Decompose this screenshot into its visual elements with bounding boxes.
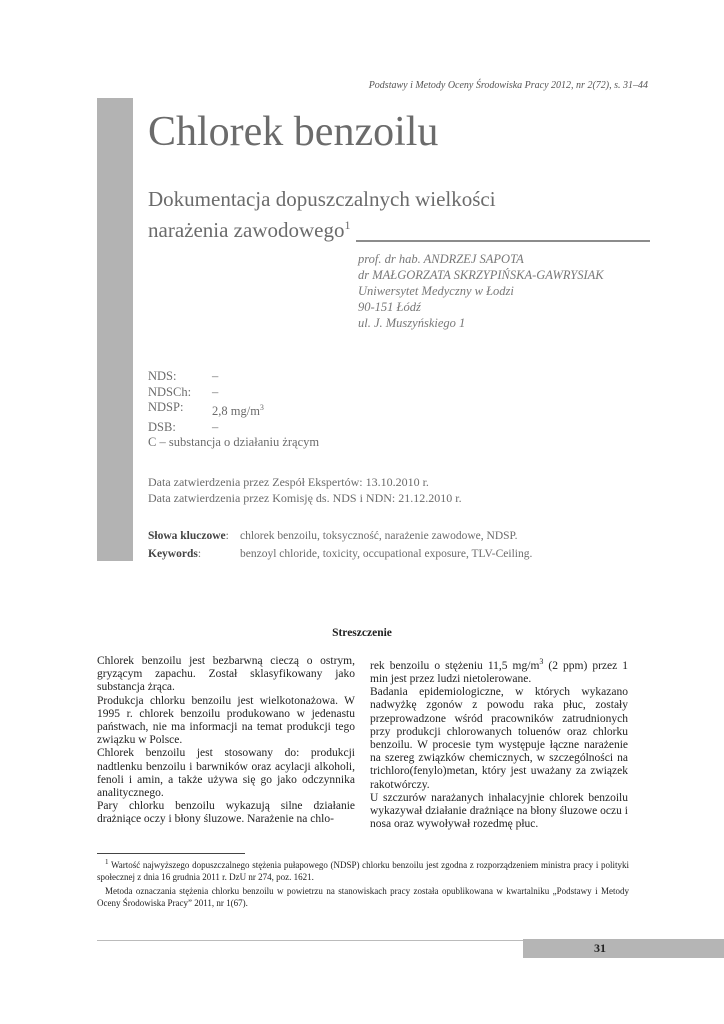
keywords-pl-text: chlorek benzoilu, toksyczność, narażenie zawodowe, NDSP. bbox=[240, 530, 518, 542]
keywords-en-label: Keywords bbox=[148, 548, 198, 560]
author-block bbox=[358, 251, 604, 331]
footnote-2: Metoda oznaczania stężenia chlorku benzoilu w powietrzu na stanowiskach pracy została opublikowana w kwartalniku „Podstawy i Metody Oceny Środowiska Pracy” 2011, nr 1(67). bbox=[97, 886, 629, 908]
approval-dates bbox=[148, 474, 462, 506]
abstract-paragraph: Chlorek benzoilu jest bezbarwną cieczą o ostrym, gryzącym zapachu. Został sklasyfikowany jako substancja żrąca. bbox=[97, 655, 355, 694]
abstract-column-left bbox=[97, 655, 355, 827]
commission-approval-date: Data zatwierdzenia przez Komisję ds. NDS i NDN: 21.12.2010 r. bbox=[148, 491, 462, 505]
affiliation: Uniwersytet Medyczny w Łodzi bbox=[358, 284, 514, 298]
abstract-paragraph: U szczurów narażanych inhalacyjnie chlorek benzoilu wykazywał działanie drażniące na błony śluzowe oczu i nosa oraz wywoływał rozedmę płuc. bbox=[370, 791, 628, 831]
abstract-paragraph: Chlorek benzoilu jest stosowany do: produkcji nadtlenku benzoilu i barwników oraz acylacji alkoholi, fenoli i amin, a także używa się go jako odczynnika analitycznego. bbox=[97, 747, 355, 800]
author-2: dr MAŁGORZATA SKRZYPIŃSKA-GAWRYSIAK bbox=[358, 268, 604, 282]
limit-row-ndsp bbox=[148, 400, 319, 420]
limit-value: – bbox=[212, 384, 219, 399]
limit-value: – bbox=[212, 369, 219, 383]
keywords-en-row: Keywords: benzoyl chloride, toxicity, occupational exposure, TLV-Ceiling. bbox=[148, 545, 532, 563]
keywords-pl-row: Słowa kluczowe: chlorek benzoilu, toksyczność, narażenie zawodowe, NDSP. bbox=[148, 527, 532, 545]
postal-code: 90-151 Łódź bbox=[358, 300, 421, 314]
page-number-box bbox=[523, 939, 724, 958]
title-divider bbox=[356, 240, 650, 242]
limit-label: NDSCh: bbox=[148, 384, 192, 399]
subtitle-line-1: Dokumentacja dopuszczalnych wielkości bbox=[148, 187, 496, 211]
street-address: ul. J. Muszyńskiego 1 bbox=[358, 316, 466, 330]
exposure-limits bbox=[148, 369, 319, 451]
abstract-heading: Streszczenie bbox=[332, 627, 392, 639]
keywords-pl-label: Słowa kluczowe bbox=[148, 530, 226, 542]
abstract-paragraph: Produkcja chlorku benzoilu jest wielkotonażowa. W 1995 r. chlorek benzoilu produkowano w jedenastu państwach, nie ma informacji na temat produkcji tego związku w Polsce. bbox=[97, 694, 355, 747]
footer-line bbox=[97, 940, 523, 941]
decorative-side-bar bbox=[97, 98, 133, 561]
corrosive-note: C – substancja o działaniu żrącym bbox=[148, 435, 320, 450]
abstract-column-right bbox=[370, 655, 628, 831]
abstract-paragraph: rek benzoilu o stężeniu 11,5 $mg/m^3$ (2 ppm) przez 1 min jest przez ludzi nietolerowane. bbox=[370, 657, 628, 686]
limit-label: NDSP: bbox=[148, 400, 184, 414]
journal-reference: Podstawy i Metody Oceny Środowiska Pracy 2012, nr 2(72), s. 31–44 bbox=[368, 80, 648, 91]
limit-value: 2,8 $mg/m^3$ bbox=[212, 403, 264, 419]
article-title: Chlorek benzoilu bbox=[148, 109, 439, 155]
footnote-divider bbox=[97, 853, 245, 854]
subtitle-line-2: narażenia zawodowego bbox=[148, 218, 345, 242]
limit-row-ndsch bbox=[148, 385, 319, 401]
keywords-block bbox=[148, 527, 532, 563]
subtitle-footnote-mark: 1 bbox=[344, 218, 351, 232]
footnotes bbox=[97, 857, 629, 912]
limit-row-dsb bbox=[148, 420, 319, 436]
author-1: prof. dr hab. ANDRZEJ SAPOTA bbox=[358, 252, 524, 266]
limit-value: – bbox=[212, 419, 219, 434]
keywords-en-text: benzoyl chloride, toxicity, occupational exposure, TLV-Ceiling. bbox=[240, 548, 533, 560]
footnote-1: $^1$ Wartość najwyższego dopuszczalnego stężenia pułapowego (NDSP) chlorku benzoilu jest zgodna z rozporządzeniem ministra pracy i polityki społecznej z dnia 16 grudnia 2011 r. DzU nr 274, poz. 1621. bbox=[97, 858, 629, 882]
limit-row-nds bbox=[148, 369, 319, 385]
abstract-paragraph: Badania epidemiologiczne, w których wykazano nadwyżkę zgonów z powodu raka płuc, zostały przeprowadzone wśród pracowników zatrudnionych przy produkcji chlorowanych toluenów oraz chlorku benzoilu. W procesie tym występuje łączne narażenie na szereg związków chemicznych, w szczególności na trichloro(fenylo)metan, który jest uważany za związek rakotwórczy. bbox=[370, 686, 628, 791]
experts-approval-date: Data zatwierdzenia przez Zespół Ekspertów: 13.10.2010 r. bbox=[148, 475, 429, 489]
limit-label: NDS: bbox=[148, 369, 177, 383]
page-number: 31 bbox=[594, 941, 606, 955]
limit-label: DSB: bbox=[148, 419, 176, 434]
abstract-paragraph: Pary chlorku benzoilu wykazują silne działanie drażniące oczy i błony śluzowe. Narażenie na chlo- bbox=[97, 800, 355, 826]
article-subtitle bbox=[148, 186, 608, 243]
